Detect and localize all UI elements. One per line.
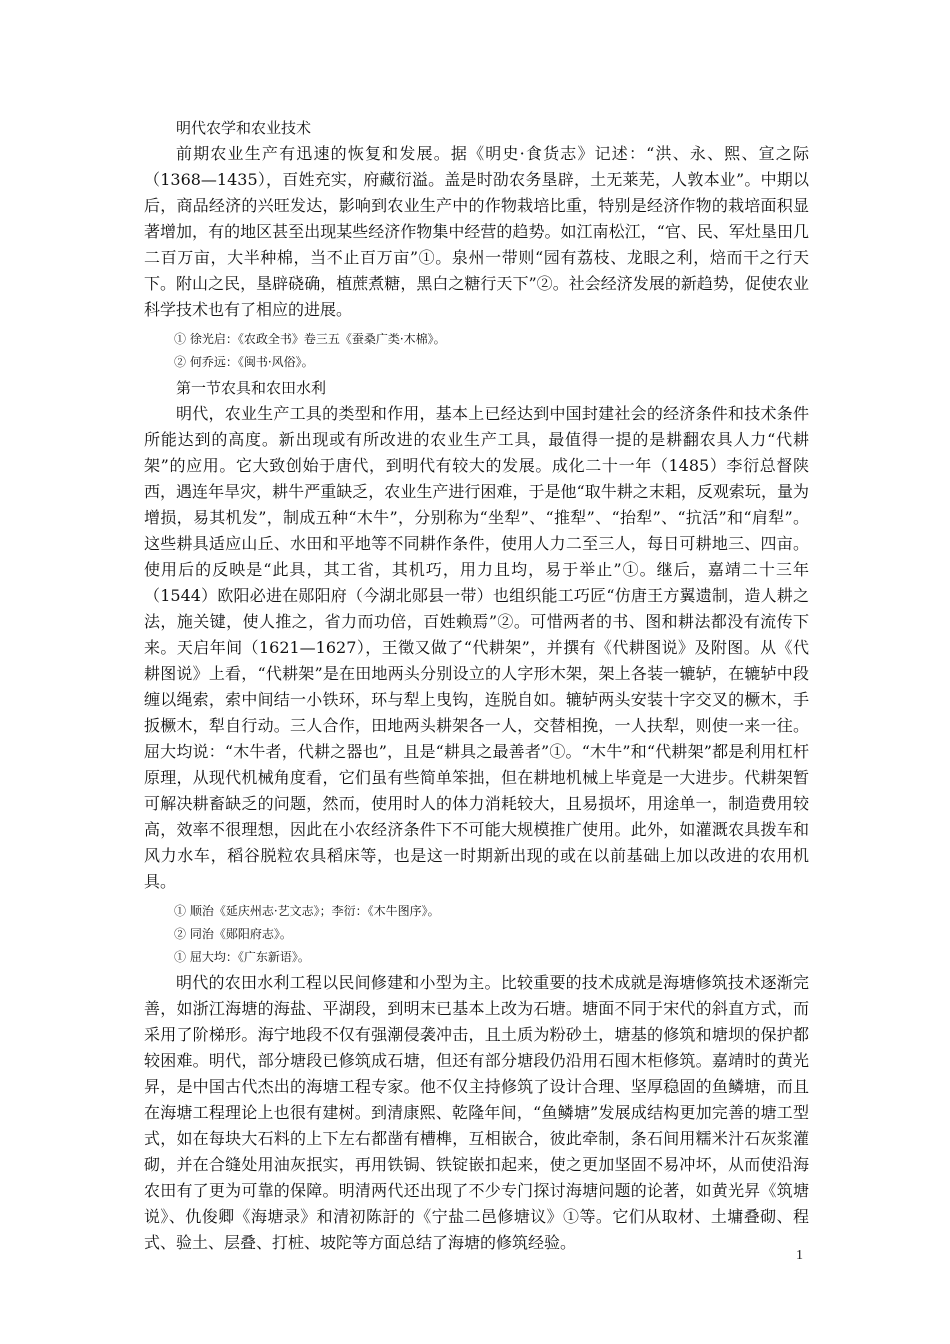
section-paragraph: 明代，农业生产工具的类型和作用，基本上已经达到中国封建社会的经济条件和技术条件所能达到的高度。新出现或有所改进的农业生产工具，最值得一提的是耕翻农具人力“代耕架”的应用。它大致创始于唐代，到明代有较大的发展。成化二十一年（1485）李衍总督陕西，遇连年旱灾，耕牛严重缺乏，农业生产进行困难，于是他“取牛耕之末耜，反观索玩，量为增损，易其机发”，制成五种“木牛”，分别称为“坐犁”、“推犁”、“抬犁”、“抗活”和“肩犁”。这些耕具适应山丘、水田和平地等不同耕作条件，使用人力二至三人，每日可耕地三、四亩。使用后的反映是“此具，其工省，其机巧，用力且均，易于举止”①。继后，嘉靖二十三年（1544）欧阳必进在郧阳府（今湖北郧县一带）也组织能工巧匠“仿唐王方翼遗制，造人耕之法，施关键，使人推之，省力而功倍，百姓赖焉”②。可惜两者的书、图和耕法都没有流传下来。天启年间（1621—1627），王徵又做了“代耕架”，并撰有《代耕图说》及附图。从《代耕图说》上看，“代耕架”是在田地两头分别设立的人字形木架，架上各装一辘轳，在辘轳中段缠以绳索，索中间结一小铁环，环与犁上曳钩，连脱自如。辘轳两头安装十字交叉的橛木，手扳橛木，犁自行动。三人合作，田地两头耕架各一人，交替相挽，一人扶犁，则使一来一往。屈大均说：“木牛者，代耕之器也”，且是“耕具之最善者”①。“木牛”和“代耕架”都是利用杠杆原理，从现代机械角度看，它们虽有些简单笨拙，但在耕地机械上毕竟是一大进步。代耕架暂可解决耕畜缺乏的问题，然而，使用时人的体力消耗较大，且易损坏，用途单一，制造费用较高，效率不很理想，因此在小农经济条件下不可能大规模推广使用。此外，如灌溉农具拨车和风力水车，稻谷脱粒农具稻床等，也是这一时期新出现的或在以前基础上加以改进的农用机具。: [144, 404, 809, 891]
document-title: 明代农学和农业技术: [176, 119, 312, 137]
footnote: ① 屈大均：《广东新语》。: [174, 950, 310, 964]
page-number: 1: [796, 1248, 803, 1263]
footnote: ① 徐光启：《农政全书》卷三五《蚕桑广类·木棉》。: [174, 332, 446, 346]
document-body: [144, 115, 809, 1256]
water-conservancy-paragraph: 明代的农田水利工程以民间修建和小型为主。比较重要的技术成就是海塘修筑技术逐渐完善，如浙江海塘的海盐、平湖段，到明末已基本上改为石塘。塘面不同于宋代的斜直方式，而采用了阶梯形。海宁地段不仅有强潮侵袭冲击，且土质为粉砂土，塘基的修筑和塘坝的保护都较困难。明代，部分塘段已修筑成石塘，但还有部分塘段仍沿用石囤木柜修筑。嘉靖时的黄光昇，是中国古代杰出的海塘工程专家。他不仅主持修筑了设计合理、坚厚稳固的鱼鳞塘，而且在海塘工程理论上也很有建树。到清康熙、乾隆年间，“鱼鳞塘”发展成结构更加完善的塘工型式，如在每块大石料的上下左右都凿有槽榫，互相嵌合，彼此牵制，条石间用糯米汁石灰浆灌砌，并在合缝处用油灰抿实，再用铁锔、铁锭嵌扣起来，使之更加坚固不易冲坏，从而使沿海农田有了更为可靠的保障。明清两代还出现了不少专门探讨海塘问题的论著，如黄光昇《筑塘说》、仇俊卿《海塘录》和清初陈訏的《宁盐二邑修塘议》①等。它们从取材、土墉叠砌、程式、验土、层叠、打桩、坡陀等方面总结了海塘的修筑经验。: [144, 973, 809, 1252]
footnote: ② 同治《郧阳府志》。: [174, 927, 292, 941]
footnote: ② 何乔远：《闽书·风俗》。: [174, 355, 314, 369]
footnote: ① 顺治《延庆州志·艺文志》；李衍：《木牛图序》。: [174, 904, 440, 918]
intro-paragraph: 前期农业生产有迅速的恢复和发展。据《明史·食货志》记述：“洪、永、熙、宣之际（1368—1435），百姓充实，府藏衍溢。盖是时劭农务垦辟，土无莱芜，人敦本业”。中期以后，商品经济的兴旺发达，影响到农业生产中的作物栽培比重，特别是经济作物的栽培面积显著增加，有的地区甚至出现某些经济作物集中经营的趋势。如江南松江，“官、民、军灶垦田几二百万亩，大半种棉，当不止百万亩”①。泉州一带则“园有荔枝、龙眼之利，焙而干之行天下。附山之民，垦辟硗确，植蔗煮糖，黑白之糖行天下”②。社会经济发展的新趋势，促使农业科学技术也有了相应的进展。: [144, 144, 809, 319]
section-title: 第一节农具和农田水利: [176, 379, 327, 397]
